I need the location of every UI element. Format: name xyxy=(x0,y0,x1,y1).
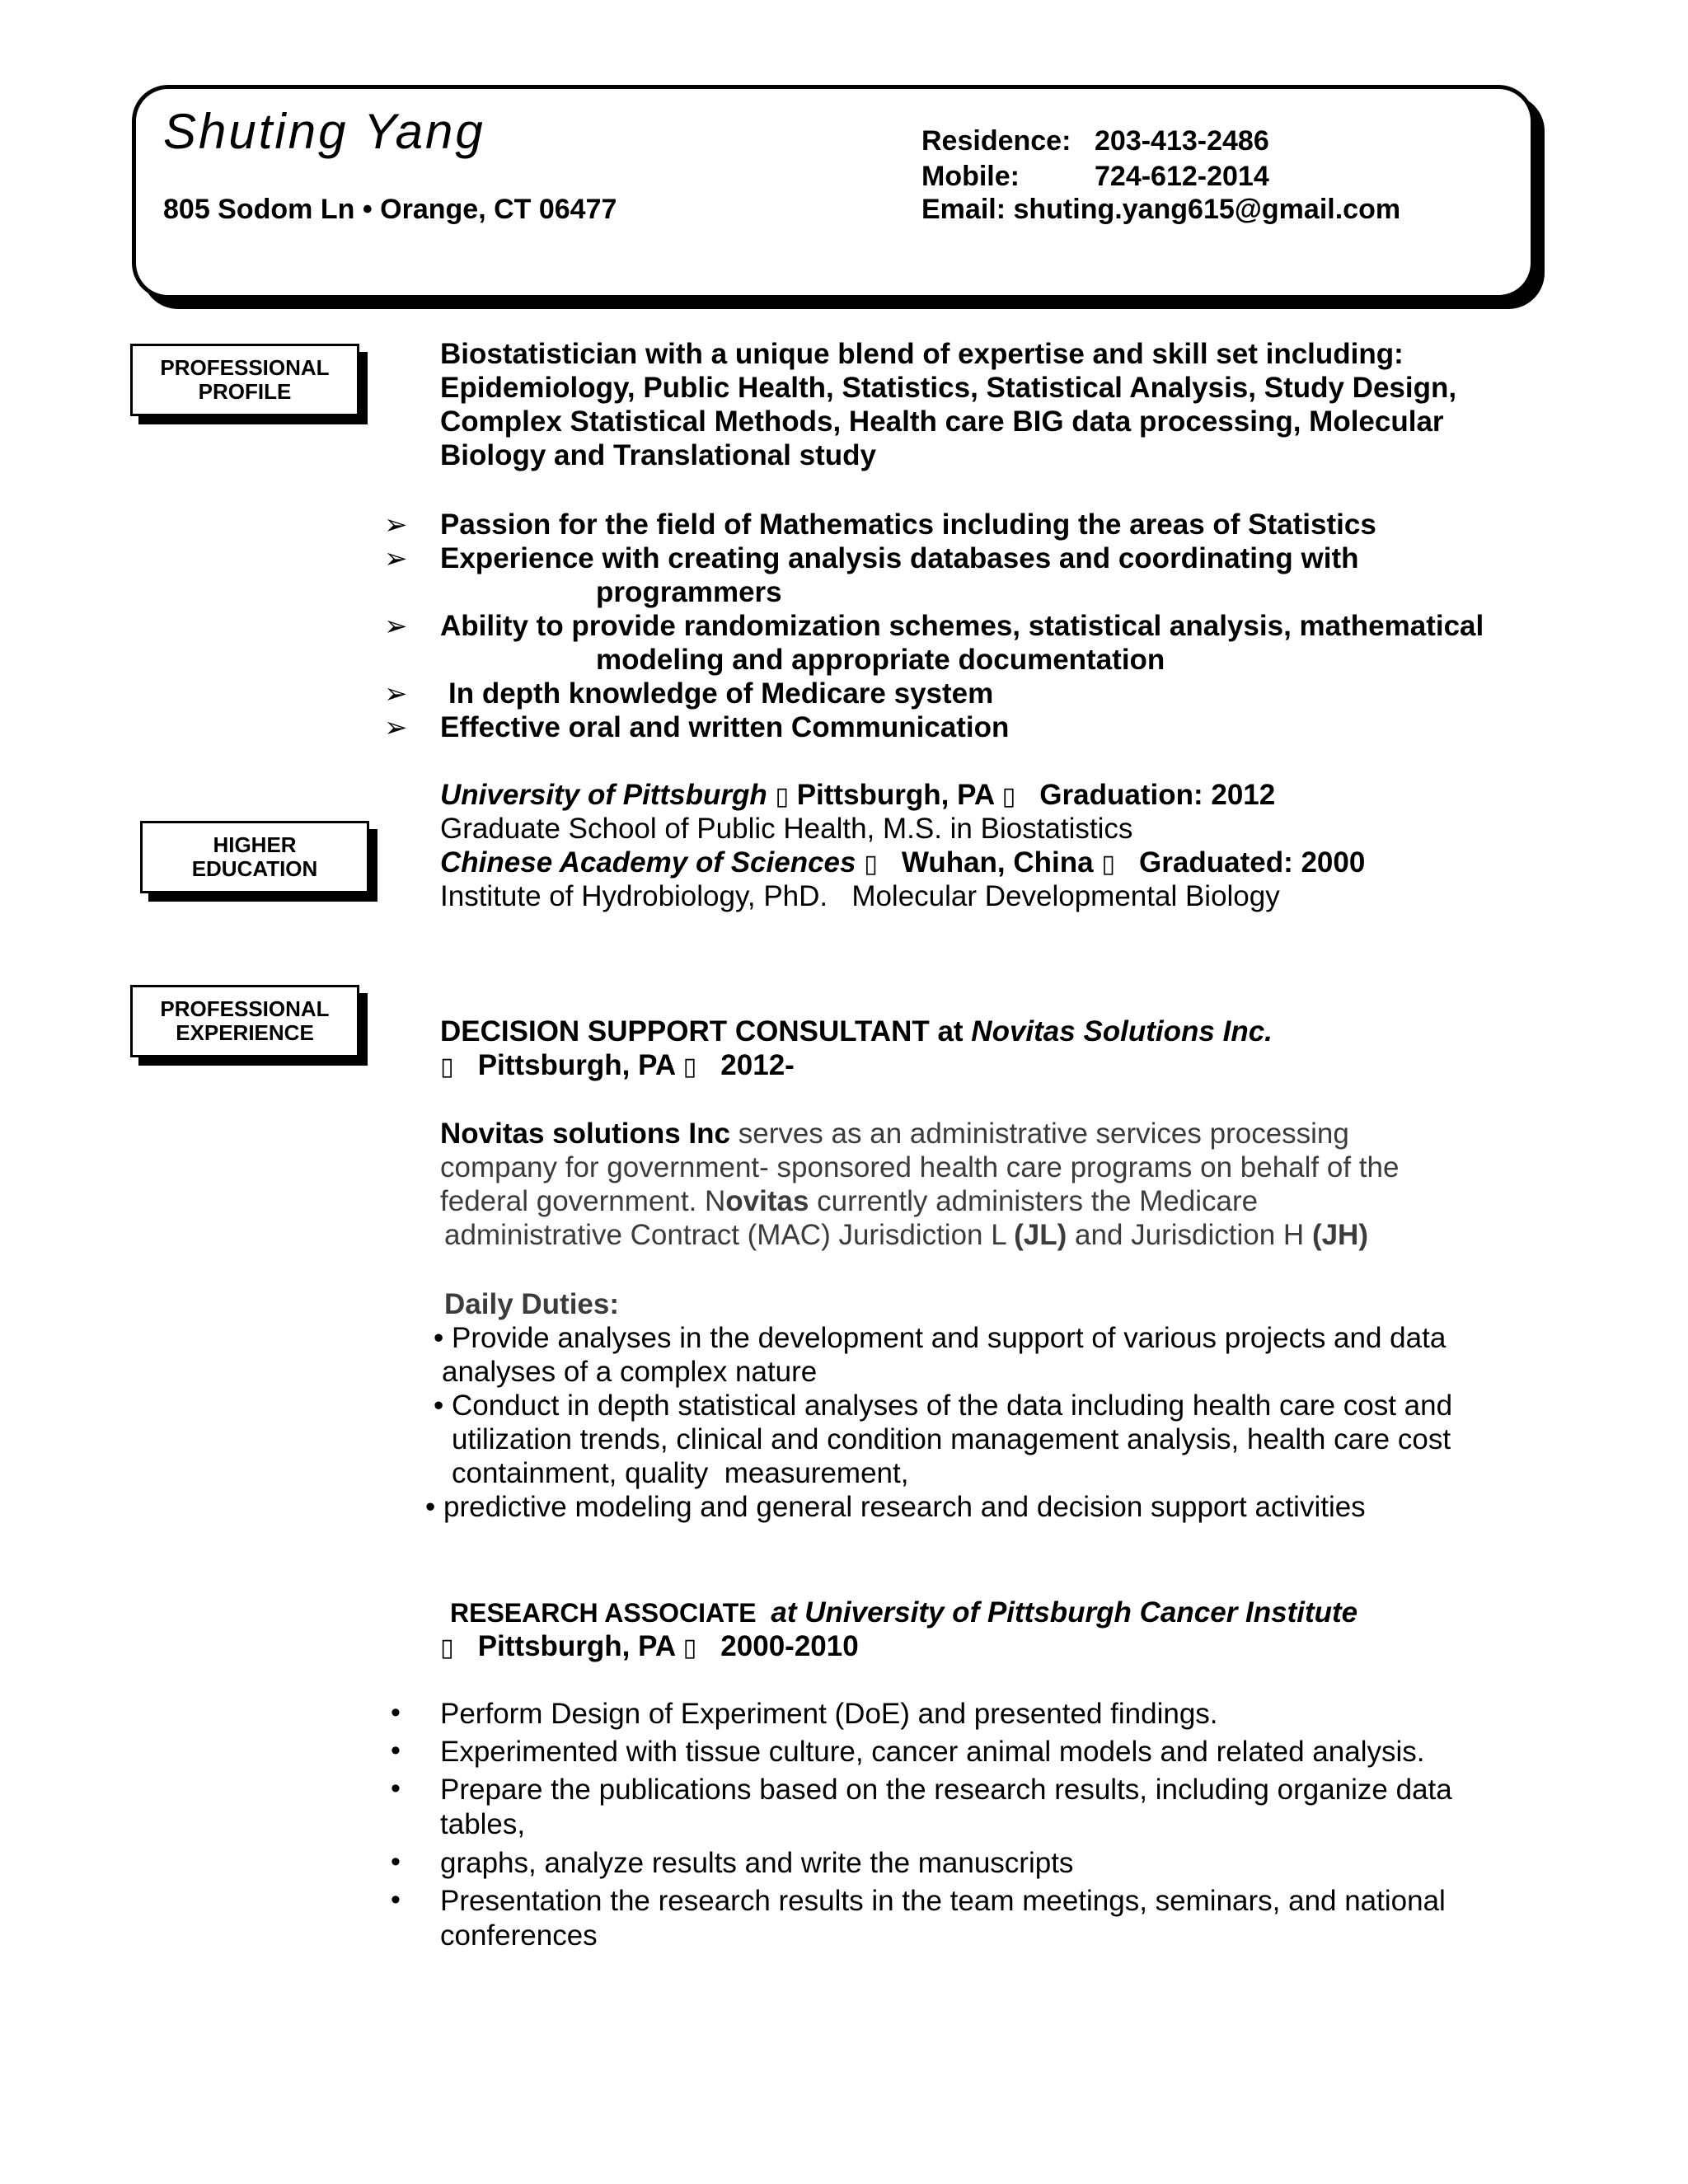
summary-line: Biology and Translational study xyxy=(440,439,876,471)
profile-bullet: Ability to provide randomization schemes, statistical analysis, mathematical xyxy=(440,610,1484,642)
separator-icon: ▯ xyxy=(775,783,789,810)
section-label-line: PROFESSIONAL xyxy=(160,355,330,380)
description-text: administrative Contract (MAC) Jurisdiction L xyxy=(444,1219,1015,1251)
job-description-line: company for government- sponsored health care programs on behalf of the xyxy=(440,1151,1400,1183)
job-dates: 2012- xyxy=(720,1049,795,1081)
company-name: Novitas solutions Inc xyxy=(440,1118,730,1150)
section-label-line: HIGHER xyxy=(213,832,297,857)
separator-icon: ▯ xyxy=(1101,851,1115,878)
duty-line: analyses of a complex nature xyxy=(442,1356,818,1388)
school-name: University of Pittsburgh xyxy=(440,779,767,811)
separator-icon: ▯ xyxy=(440,1053,454,1080)
description-text: federal government. N xyxy=(440,1185,726,1217)
mobile-value: 724-612-2014 xyxy=(1095,161,1269,192)
school-location: Pittsburgh, PA xyxy=(796,779,994,811)
education-detail: Institute of Hydrobiology, PhD. Molecular Developmental Biology xyxy=(440,880,1280,912)
education-entry-1 xyxy=(440,778,1275,813)
job-title-2 xyxy=(450,1596,1357,1630)
section-label-education xyxy=(140,821,369,893)
job-description-line xyxy=(444,1218,1368,1252)
section-label-profile xyxy=(130,344,359,416)
job2-bullet-continuation: conferences xyxy=(440,1919,598,1952)
job2-bullet-continuation: tables, xyxy=(440,1808,526,1840)
section-label-line: PROFILE xyxy=(198,379,292,404)
residence-label: Residence: xyxy=(921,125,1071,157)
profile-bullet-continuation: programmers xyxy=(596,576,782,608)
duty-line: containment, quality measurement, xyxy=(452,1457,909,1489)
arrow-bullet-icon: ➢ xyxy=(384,509,408,541)
school-location: Wuhan, China xyxy=(901,846,1094,879)
arrow-bullet-icon: ➢ xyxy=(384,678,408,710)
description-text: and Jurisdiction H xyxy=(1067,1219,1312,1251)
description-bold: (JL) xyxy=(1014,1219,1067,1251)
arrow-bullet-icon: ➢ xyxy=(384,543,408,574)
profile-summary xyxy=(440,337,1456,472)
job-location: Pittsburgh, PA xyxy=(477,1630,675,1662)
bullet-icon: • xyxy=(391,1697,401,1728)
separator-icon: ▯ xyxy=(864,851,878,878)
description-text: currently administers the Medicare xyxy=(809,1185,1259,1217)
graduation-date: Graduation: 2012 xyxy=(1039,779,1276,811)
arrow-bullet-icon: ➢ xyxy=(384,611,408,642)
education-detail: Graduate School of Public Health, M.S. in Biostatistics xyxy=(440,813,1133,845)
profile-bullet: In depth knowledge of Medicare system xyxy=(448,677,994,710)
job-title-1 xyxy=(440,1015,1273,1048)
summary-line: Epidemiology, Public Health, Statistics, Statistical Analysis, Study Design, xyxy=(440,372,1457,404)
section-label-line: EDUCATION xyxy=(191,856,318,881)
job-dates: 2000-2010 xyxy=(720,1630,859,1662)
separator-icon: ▯ xyxy=(682,1634,697,1661)
job-company: at University of Pittsburgh Cancer Institute xyxy=(771,1596,1358,1629)
summary-line: Biostatistician with a unique blend of expertise and skill set including: xyxy=(440,338,1404,370)
mobile-label: Mobile: xyxy=(921,161,1020,192)
job-title: RESEARCH ASSOCIATE xyxy=(450,1598,757,1628)
duties-heading: Daily Duties: xyxy=(444,1288,619,1320)
job-location-1 xyxy=(440,1048,795,1084)
section-label-line: PROFESSIONAL xyxy=(160,996,330,1021)
separator-icon: ▯ xyxy=(440,1634,454,1661)
job2-bullet: Experimented with tissue culture, cancer animal models and related analysis. xyxy=(440,1736,1425,1768)
profile-bullet: Passion for the field of Mathematics including the areas of Statistics xyxy=(440,509,1376,541)
profile-bullet: Experience with creating analysis databases and coordinating with xyxy=(440,542,1359,574)
mobile-phone xyxy=(921,161,1269,193)
duty-line: • Conduct in depth statistical analyses of the data including health care cost and xyxy=(434,1390,1453,1422)
section-label-experience xyxy=(130,985,359,1057)
profile-bullet: Effective oral and written Communication xyxy=(440,711,1010,743)
description-bold: (JH) xyxy=(1311,1219,1368,1251)
job-title: DECISION SUPPORT CONSULTANT at xyxy=(440,1015,972,1047)
job2-bullet: Presentation the research results in the team meetings, seminars, and national xyxy=(440,1885,1446,1917)
arrow-bullet-icon: ➢ xyxy=(384,712,408,743)
duty-line: utilization trends, clinical and condition management analysis, health care cost xyxy=(452,1423,1451,1455)
address: 805 Sodom Ln • Orange, CT 06477 xyxy=(163,194,617,225)
job2-bullet: graphs, analyze results and write the manuscripts xyxy=(440,1847,1074,1879)
job-location-2 xyxy=(440,1629,859,1665)
section-label-line: EXPERIENCE xyxy=(176,1020,314,1045)
bullet-icon: • xyxy=(391,1846,401,1877)
profile-bullet-continuation: modeling and appropriate documentation xyxy=(596,644,1165,676)
separator-icon: ▯ xyxy=(1001,783,1016,810)
email[interactable]: Email: shuting.yang615@gmail.com xyxy=(921,194,1401,225)
residence-phone xyxy=(921,125,1269,157)
description-bold: ovitas xyxy=(725,1185,809,1217)
description-text: serves as an administrative services processing xyxy=(730,1118,1349,1150)
bullet-icon: • xyxy=(391,1735,401,1766)
job-location: Pittsburgh, PA xyxy=(477,1049,675,1081)
job2-bullet: Prepare the publications based on the research results, including organize data xyxy=(440,1774,1452,1806)
job-company: Novitas Solutions Inc. xyxy=(971,1015,1273,1047)
candidate-name: Shuting Yang xyxy=(163,104,485,159)
summary-line: Complex Statistical Methods, Health care BIG data processing, Molecular xyxy=(440,405,1444,438)
school-name: Chinese Academy of Sciences xyxy=(440,846,856,879)
separator-icon: ▯ xyxy=(682,1053,697,1080)
education-entry-2 xyxy=(440,846,1365,881)
duty-line: • Provide analyses in the development and support of various projects and data xyxy=(434,1322,1447,1354)
graduation-date: Graduated: 2000 xyxy=(1139,846,1366,879)
job-description-line xyxy=(440,1117,1349,1151)
bullet-icon: • xyxy=(391,1884,401,1915)
job-description-line xyxy=(440,1184,1258,1218)
job2-bullet: Perform Design of Experiment (DoE) and presented findings. xyxy=(440,1698,1218,1730)
duty-line: • predictive modeling and general research and decision support activities xyxy=(425,1491,1366,1523)
residence-value: 203-413-2486 xyxy=(1095,125,1269,157)
bullet-icon: • xyxy=(391,1773,401,1804)
